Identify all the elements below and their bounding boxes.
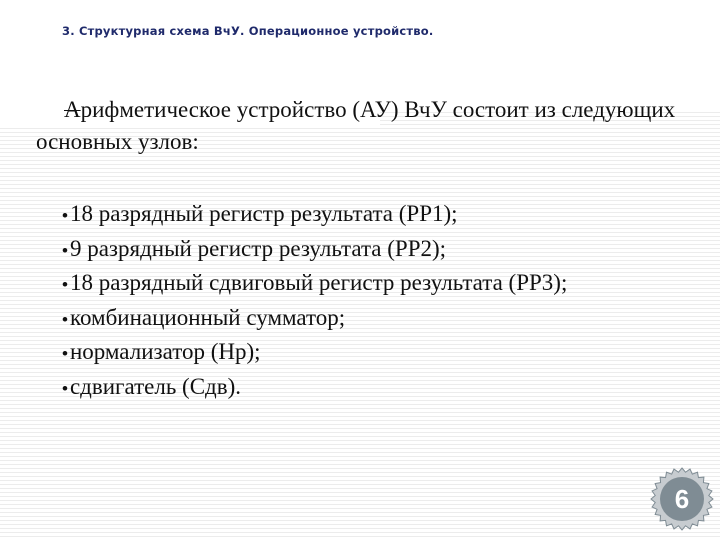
intro-text: рифметическое устройство (АУ) ВчУ состоит из следующих основных узлов: [36, 97, 676, 154]
page-number: 6 [674, 483, 690, 514]
list-item [62, 302, 567, 337]
bullet-icon: • [62, 206, 68, 225]
bullet-icon: • [62, 309, 68, 329]
bullet-icon: • [62, 275, 68, 294]
bullet-icon: • [62, 344, 68, 363]
list-item-text: 18 разрядный регистр результата (РР1); [69, 201, 458, 226]
list-item-text: 18 разрядный сдвиговый регистр результата (РР3); [69, 270, 568, 295]
intro-paragraph [36, 94, 686, 158]
slide-title: 3. Структурная схема ВчУ. Операционное устройство. [62, 24, 434, 38]
list-item [62, 198, 567, 233]
list-item-text: комбинационный сумматор; [69, 304, 346, 330]
list-item [62, 371, 567, 406]
component-list [62, 198, 567, 405]
list-item-text: нормализатор (Нр); [69, 339, 261, 364]
list-item [62, 336, 567, 371]
bullet-icon: • [62, 378, 68, 398]
list-item [62, 267, 567, 302]
list-item [62, 233, 567, 268]
intro-lead-letter: А [64, 97, 81, 122]
list-item-text: сдвигатель (Сдв). [69, 373, 242, 399]
list-item-text: 9 разрядный регистр результата (РР2); [69, 235, 447, 261]
bullet-icon: • [62, 240, 68, 260]
